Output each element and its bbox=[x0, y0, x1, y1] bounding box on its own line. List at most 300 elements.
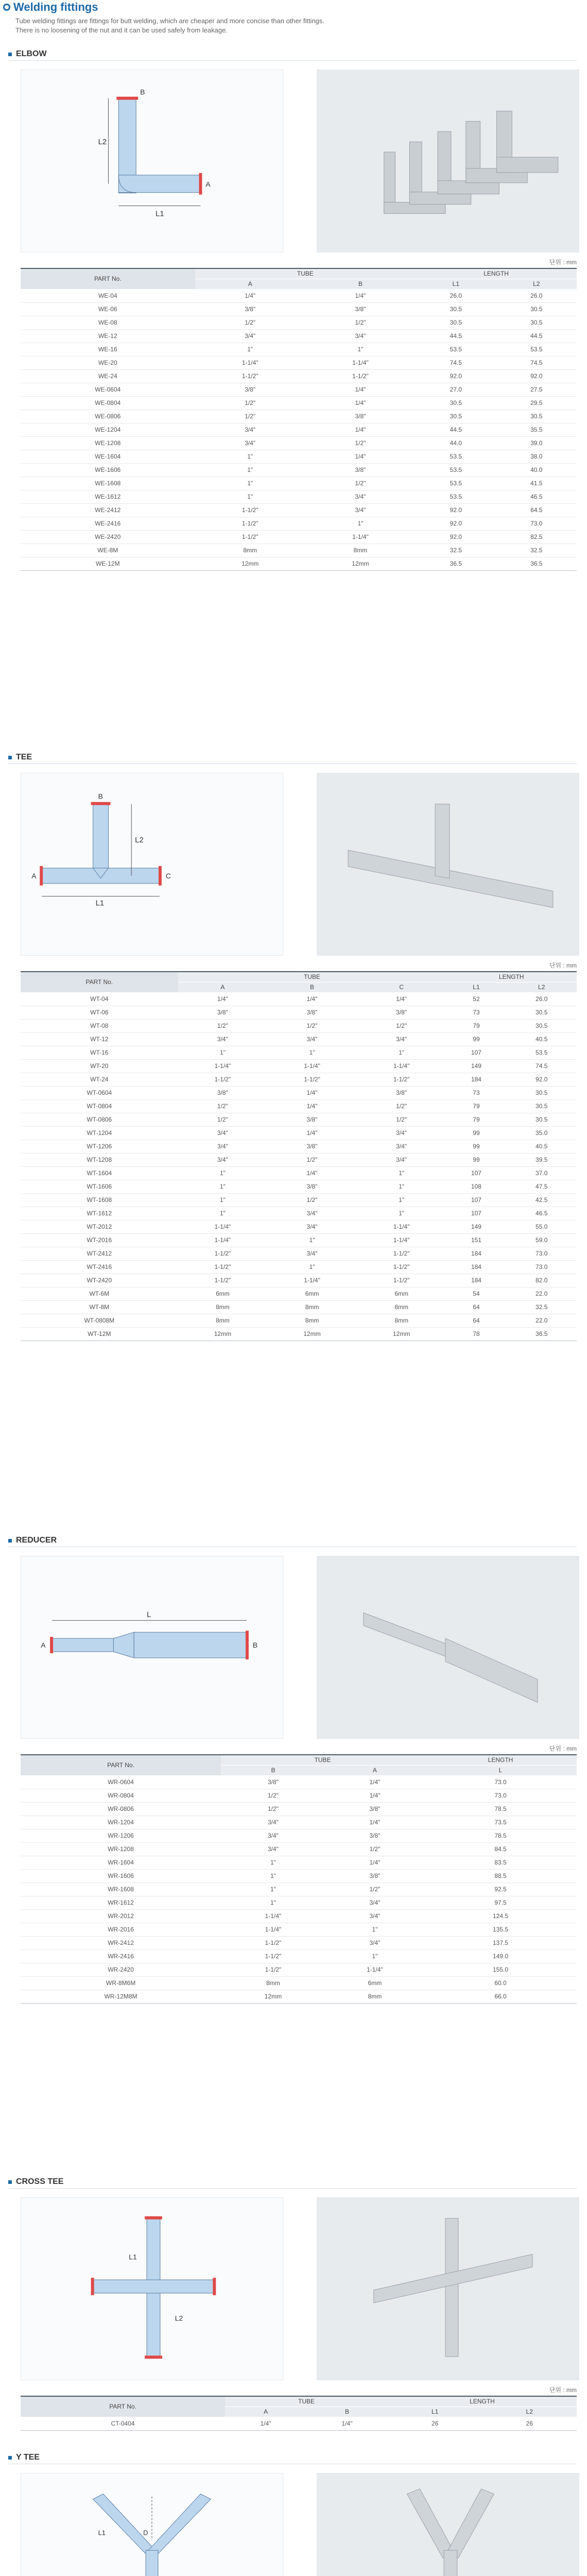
table-cell: 1" bbox=[267, 1233, 357, 1247]
table-row bbox=[21, 1802, 577, 1816]
table-cell: 1-1/2" bbox=[305, 369, 416, 383]
table-cell: 1-1/4" bbox=[305, 530, 416, 544]
table-cell: 1-1/4" bbox=[357, 1059, 446, 1073]
table-cell: 40.5 bbox=[506, 1032, 577, 1046]
table-row bbox=[21, 1896, 577, 1909]
table-row bbox=[21, 1775, 577, 1789]
table-cell: 32.5 bbox=[506, 1300, 577, 1314]
column-header: LENGTH bbox=[416, 268, 577, 279]
part-number-cell: WT-0804 bbox=[21, 1099, 178, 1113]
table-cell: 149 bbox=[446, 1059, 506, 1073]
table-cell: 1-1/2" bbox=[357, 1274, 446, 1287]
table-cell: 1" bbox=[221, 1856, 325, 1869]
table-cell: 30.5 bbox=[496, 316, 577, 329]
table-row bbox=[21, 1314, 577, 1327]
section-heading: Y TEE bbox=[8, 2452, 40, 2463]
table-cell: 79 bbox=[446, 1019, 506, 1032]
column-header: L1 bbox=[446, 982, 506, 992]
column-header: A bbox=[325, 1765, 424, 1775]
table-cell: 1/2" bbox=[325, 1842, 424, 1856]
table-row bbox=[21, 1963, 577, 1976]
table-cell: 3/4" bbox=[178, 1140, 268, 1153]
part-number-cell: WE-2412 bbox=[21, 503, 195, 517]
table-cell: 3/8" bbox=[305, 302, 416, 316]
table-row bbox=[21, 463, 577, 477]
table-cell: 1/2" bbox=[267, 1153, 357, 1166]
table-cell: 36.5 bbox=[496, 557, 577, 570]
table-cell: 44.0 bbox=[416, 436, 496, 450]
table-cell: 12mm bbox=[221, 1990, 325, 2003]
cross-tee-dimension-drawing bbox=[21, 2197, 283, 2380]
table-cell: 8mm bbox=[178, 1314, 268, 1327]
table-row bbox=[21, 1086, 577, 1099]
table-cell: 1-1/4" bbox=[357, 1220, 446, 1233]
column-header: PART No. bbox=[21, 268, 195, 289]
table-cell: 92.0 bbox=[416, 530, 496, 544]
table-row bbox=[21, 1073, 577, 1086]
table-cell: 184 bbox=[446, 1260, 506, 1274]
table-cell: 22.0 bbox=[506, 1314, 577, 1327]
table-cell: 1/2" bbox=[357, 1099, 446, 1113]
table-cell: 46.5 bbox=[506, 1207, 577, 1220]
table-cell: 1-1/2" bbox=[357, 1073, 446, 1086]
table-row bbox=[21, 557, 577, 570]
table-cell: 3/4" bbox=[195, 436, 305, 450]
table-cell: 1/4" bbox=[305, 289, 416, 302]
table-cell: 99 bbox=[446, 1140, 506, 1153]
table-cell: 99 bbox=[446, 1153, 506, 1166]
table-cell: 3/8" bbox=[325, 1802, 424, 1816]
table-cell: 78.5 bbox=[424, 1802, 577, 1816]
part-number-cell: WT-2416 bbox=[21, 1260, 178, 1274]
table-cell: 3/4" bbox=[325, 1936, 424, 1950]
table-cell: 1-1/2" bbox=[195, 517, 305, 530]
column-header: TUBE bbox=[195, 268, 416, 279]
part-number-cell: WT-08 bbox=[21, 1019, 178, 1032]
part-number-cell: WR-2416 bbox=[21, 1950, 221, 1963]
table-row bbox=[21, 1153, 577, 1166]
part-number-cell: WR-2412 bbox=[21, 1936, 221, 1950]
part-number-cell: WE-1608 bbox=[21, 477, 195, 490]
table-cell: 55.0 bbox=[506, 1220, 577, 1233]
table-cell: 1/2" bbox=[195, 396, 305, 410]
table-cell: 3/8" bbox=[357, 1086, 446, 1099]
square-bullet-icon bbox=[8, 53, 12, 56]
table-cell: 1/4" bbox=[267, 992, 357, 1006]
table-cell: 32.5 bbox=[416, 544, 496, 557]
part-number-cell: WT-1208 bbox=[21, 1153, 178, 1166]
table-row bbox=[21, 396, 577, 410]
table-cell: 3/4" bbox=[325, 1909, 424, 1923]
table-row bbox=[21, 302, 577, 316]
table-cell: 64.5 bbox=[496, 503, 577, 517]
table-row bbox=[21, 369, 577, 383]
table-row bbox=[21, 1856, 577, 1869]
table-cell: 1/4" bbox=[325, 1775, 424, 1789]
reducer-product-photo bbox=[317, 1556, 579, 1739]
part-number-cell: WR-1608 bbox=[21, 1883, 221, 1896]
table-cell: 73.0 bbox=[424, 1775, 577, 1789]
table-row bbox=[21, 490, 577, 503]
table-cell: 1/4" bbox=[267, 1099, 357, 1113]
table-cell: 8mm bbox=[178, 1300, 268, 1314]
part-number-cell: WE-1612 bbox=[21, 490, 195, 503]
table-cell: 1-1/2" bbox=[221, 1936, 325, 1950]
part-number-cell: WE-1604 bbox=[21, 450, 195, 463]
table-row bbox=[21, 477, 577, 490]
part-number-cell: WT-1608 bbox=[21, 1193, 178, 1207]
table-cell: 1/4" bbox=[305, 383, 416, 396]
table-cell: 12mm bbox=[195, 557, 305, 570]
y-tee-dimension-drawing bbox=[21, 2473, 283, 2576]
table-cell: 1-1/4" bbox=[178, 1059, 268, 1073]
table-cell: 1" bbox=[178, 1193, 268, 1207]
table-cell: 3/4" bbox=[178, 1032, 268, 1046]
table-cell: 97.5 bbox=[424, 1896, 577, 1909]
table-cell: 92.0 bbox=[506, 1073, 577, 1086]
column-header: B bbox=[305, 279, 416, 289]
table-cell: 3/4" bbox=[357, 1126, 446, 1140]
table-cell: 53.5 bbox=[416, 463, 496, 477]
column-header: PART No. bbox=[21, 972, 178, 992]
cross-tee-product-photo bbox=[317, 2197, 579, 2380]
table-cell: 92.0 bbox=[416, 503, 496, 517]
table-cell: 30.5 bbox=[506, 1019, 577, 1032]
table-cell: 1/4" bbox=[225, 2417, 306, 2430]
table-row bbox=[21, 289, 577, 302]
table-cell: 1" bbox=[267, 1046, 357, 1059]
table-cell: 3/4" bbox=[267, 1220, 357, 1233]
table-cell: 29.5 bbox=[496, 396, 577, 410]
table-cell: 1-1/4" bbox=[267, 1059, 357, 1073]
part-number-cell: WE-12 bbox=[21, 329, 195, 343]
elbow-dimension-drawing bbox=[21, 70, 283, 252]
part-number-cell: WE-1208 bbox=[21, 436, 195, 450]
table-cell: 73.0 bbox=[424, 1789, 577, 1802]
table-cell: 8mm bbox=[221, 1976, 325, 1990]
part-number-cell: WE-24 bbox=[21, 369, 195, 383]
table-cell: 38.0 bbox=[496, 450, 577, 463]
table-cell: 1/2" bbox=[178, 1113, 268, 1126]
table-cell: 107 bbox=[446, 1193, 506, 1207]
column-header: PART No. bbox=[21, 2396, 225, 2417]
part-number-cell: WT-1612 bbox=[21, 1207, 178, 1220]
table-cell: 1" bbox=[305, 517, 416, 530]
table-cell: 1/2" bbox=[221, 1802, 325, 1816]
table-row bbox=[21, 1287, 577, 1300]
part-number-cell: WT-0806 bbox=[21, 1113, 178, 1126]
table-cell: 107 bbox=[446, 1207, 506, 1220]
table-row bbox=[21, 517, 577, 530]
tee-dimension-drawing bbox=[21, 773, 283, 956]
table-cell: 8mm bbox=[325, 1990, 424, 2003]
elbow-product-photo bbox=[317, 70, 579, 252]
part-number-cell: WT-16 bbox=[21, 1046, 178, 1059]
table-cell: 6mm bbox=[267, 1287, 357, 1300]
table-cell: 40.5 bbox=[506, 1140, 577, 1153]
table-cell: 30.5 bbox=[496, 302, 577, 316]
table-cell: 53.5 bbox=[416, 450, 496, 463]
table-cell: 1/2" bbox=[325, 1883, 424, 1896]
column-header: L1 bbox=[388, 2406, 482, 2417]
table-cell: 73 bbox=[446, 1006, 506, 1019]
unit-label: 단위 : mm bbox=[549, 2386, 577, 2394]
part-number-cell: WT-6M bbox=[21, 1287, 178, 1300]
table-cell: 1-1/2" bbox=[178, 1247, 268, 1260]
table-cell: 1" bbox=[221, 1883, 325, 1896]
table-cell: 1" bbox=[267, 1260, 357, 1274]
table-cell: 1/4" bbox=[325, 1789, 424, 1802]
table-cell: 88.5 bbox=[424, 1869, 577, 1883]
table-cell: 8mm bbox=[195, 544, 305, 557]
table-cell: 3/8" bbox=[178, 1006, 268, 1019]
table-cell: 1-1/2" bbox=[195, 503, 305, 517]
table-cell: 73.5 bbox=[424, 1816, 577, 1829]
a-label: A bbox=[31, 871, 37, 880]
table-row bbox=[21, 1140, 577, 1153]
table-cell: 1-1/4" bbox=[325, 1963, 424, 1976]
table-cell: 53.5 bbox=[416, 477, 496, 490]
table-cell: 1-1/4" bbox=[178, 1233, 268, 1247]
table-cell: 1" bbox=[305, 343, 416, 356]
table-cell: 84.5 bbox=[424, 1842, 577, 1856]
table-cell: 26.0 bbox=[496, 289, 577, 302]
table-cell: 1/2" bbox=[178, 1019, 268, 1032]
table-cell: 3/8" bbox=[267, 1180, 357, 1193]
table-row bbox=[21, 1789, 577, 1802]
table-cell: 35.5 bbox=[496, 423, 577, 436]
table-cell: 1/2" bbox=[195, 410, 305, 423]
table-cell: 1-1/2" bbox=[178, 1274, 268, 1287]
part-number-cell: CT-0404 bbox=[21, 2417, 225, 2430]
l1-label: L1 bbox=[95, 899, 105, 908]
table-cell: 3/4" bbox=[305, 329, 416, 343]
l1-label: L1 bbox=[98, 2529, 106, 2537]
part-number-cell: WR-0604 bbox=[21, 1775, 221, 1789]
table-cell: 3/4" bbox=[267, 1247, 357, 1260]
table-cell: 1" bbox=[357, 1207, 446, 1220]
y-tee-product-photo bbox=[317, 2473, 579, 2576]
part-number-cell: WT-20 bbox=[21, 1059, 178, 1073]
table-cell: 36.5 bbox=[416, 557, 496, 570]
table-cell: 47.5 bbox=[506, 1180, 577, 1193]
table-cell: 53.5 bbox=[416, 343, 496, 356]
column-header: A bbox=[178, 982, 268, 992]
table-cell: 6mm bbox=[178, 1287, 268, 1300]
part-number-cell: WR-12M8M bbox=[21, 1990, 221, 2003]
table-cell: 3/8" bbox=[267, 1140, 357, 1153]
table-cell: 1/2" bbox=[305, 436, 416, 450]
table-cell: 42.5 bbox=[506, 1193, 577, 1207]
table-cell: 41.5 bbox=[496, 477, 577, 490]
table-row bbox=[21, 1006, 577, 1019]
table-cell: 3/8" bbox=[195, 302, 305, 316]
part-number-cell: WE-08 bbox=[21, 316, 195, 329]
part-number-cell: WT-12M bbox=[21, 1327, 178, 1341]
table-cell: 1/4" bbox=[195, 289, 305, 302]
table-cell: 74.5 bbox=[496, 356, 577, 369]
l1-label: L1 bbox=[155, 210, 164, 218]
table-cell: 1" bbox=[178, 1207, 268, 1220]
table-cell: 99 bbox=[446, 1032, 506, 1046]
table-cell: 3/8" bbox=[325, 1869, 424, 1883]
bullet-circle-icon bbox=[3, 4, 10, 11]
table-cell: 53.5 bbox=[496, 343, 577, 356]
table-row bbox=[21, 1300, 577, 1314]
part-number-cell: WT-2412 bbox=[21, 1247, 178, 1260]
table-cell: 1/2" bbox=[357, 1113, 446, 1126]
table-cell: 1/2" bbox=[221, 1789, 325, 1802]
table-cell: 6mm bbox=[357, 1287, 446, 1300]
intro-text-1: Tube welding fittings are fittings for butt welding, which are cheaper and more concise than other fittings. bbox=[15, 17, 325, 25]
page-header bbox=[0, 0, 587, 39]
table-cell: 3/8" bbox=[305, 410, 416, 423]
section-heading: TEE bbox=[8, 752, 32, 762]
table-cell: 107 bbox=[446, 1046, 506, 1059]
table-cell: 32.5 bbox=[496, 544, 577, 557]
column-header: C bbox=[357, 982, 446, 992]
table-row bbox=[21, 1126, 577, 1140]
column-header: LENGTH bbox=[388, 2396, 577, 2406]
table-cell: 44.5 bbox=[416, 423, 496, 436]
table-cell: 12mm bbox=[357, 1327, 446, 1341]
part-number-cell: WT-8M bbox=[21, 1300, 178, 1314]
table-cell: 155.0 bbox=[424, 1963, 577, 1976]
table-cell: 8mm bbox=[267, 1314, 357, 1327]
table-cell: 1/2" bbox=[357, 1019, 446, 1032]
column-header: LENGTH bbox=[424, 1755, 577, 1765]
table-cell: 3/8" bbox=[357, 1006, 446, 1019]
table-cell: 1-1/4" bbox=[221, 1923, 325, 1936]
table-row bbox=[21, 316, 577, 329]
table-cell: 82.0 bbox=[506, 1274, 577, 1287]
table-cell: 44.5 bbox=[496, 329, 577, 343]
table-row bbox=[21, 436, 577, 450]
table-cell: 74.5 bbox=[506, 1059, 577, 1073]
part-number-cell: WR-2420 bbox=[21, 1963, 221, 1976]
table-cell: 1/4" bbox=[267, 1166, 357, 1180]
part-number-cell: WT-0604 bbox=[21, 1086, 178, 1099]
table-cell: 59.0 bbox=[506, 1233, 577, 1247]
table-cell: 44.5 bbox=[416, 329, 496, 343]
l1-label: L1 bbox=[129, 2252, 137, 2261]
table-cell: 6mm bbox=[325, 1976, 424, 1990]
column-header: L2 bbox=[496, 279, 577, 289]
table-cell: 35.0 bbox=[506, 1126, 577, 1140]
table-cell: 1-1/4" bbox=[221, 1909, 325, 1923]
table-cell: 53.5 bbox=[506, 1046, 577, 1059]
table-cell: 26.0 bbox=[506, 992, 577, 1006]
table-cell: 30.5 bbox=[416, 316, 496, 329]
unit-label: 단위 : mm bbox=[549, 1745, 577, 1752]
table-row bbox=[21, 1842, 577, 1856]
table-cell: 3/8" bbox=[325, 1829, 424, 1842]
table-cell: 66.0 bbox=[424, 1990, 577, 2003]
table-cell: 108 bbox=[446, 1180, 506, 1193]
table-cell: 1/2" bbox=[267, 1193, 357, 1207]
table-cell: 8mm bbox=[357, 1300, 446, 1314]
table-cell: 82.5 bbox=[496, 530, 577, 544]
part-number-cell: WT-1206 bbox=[21, 1140, 178, 1153]
table-cell: 26 bbox=[388, 2417, 482, 2430]
table-row bbox=[21, 1207, 577, 1220]
table-row bbox=[21, 1220, 577, 1233]
table-cell: 1/4" bbox=[267, 1086, 357, 1099]
table-cell: 3/8" bbox=[178, 1086, 268, 1099]
part-number-cell: WT-0808M bbox=[21, 1314, 178, 1327]
table-cell: 64 bbox=[446, 1314, 506, 1327]
table-cell: 1" bbox=[325, 1950, 424, 1963]
table-row bbox=[21, 1046, 577, 1059]
section-heading: REDUCER bbox=[8, 1535, 57, 1546]
table-cell: 1/4" bbox=[306, 2417, 388, 2430]
table-row bbox=[21, 1099, 577, 1113]
table-cell: 3/4" bbox=[357, 1140, 446, 1153]
table-cell: 1/4" bbox=[267, 1126, 357, 1140]
table-cell: 92.0 bbox=[496, 369, 577, 383]
part-number-cell: WE-04 bbox=[21, 289, 195, 302]
table-cell: 12mm bbox=[267, 1327, 357, 1341]
table-cell: 1/4" bbox=[325, 1816, 424, 1829]
table-row bbox=[21, 423, 577, 436]
table-cell: 1" bbox=[357, 1180, 446, 1193]
table-cell: 1/2" bbox=[267, 1019, 357, 1032]
table-row bbox=[21, 1976, 577, 1990]
table-cell: 8mm bbox=[357, 1314, 446, 1327]
part-number-cell: WR-1204 bbox=[21, 1816, 221, 1829]
column-header: A bbox=[225, 2406, 306, 2417]
table-cell: 1" bbox=[178, 1166, 268, 1180]
tee-table bbox=[21, 971, 577, 1341]
part-number-cell: WE-2420 bbox=[21, 530, 195, 544]
table-cell: 30.5 bbox=[496, 410, 577, 423]
d-label: D bbox=[143, 2529, 148, 2537]
table-cell: 74.5 bbox=[416, 356, 496, 369]
table-cell: 1/2" bbox=[305, 477, 416, 490]
part-number-cell: WR-0806 bbox=[21, 1802, 221, 1816]
table-cell: 30.5 bbox=[506, 1086, 577, 1099]
table-cell: 1" bbox=[357, 1046, 446, 1059]
table-cell: 1-1/2" bbox=[267, 1073, 357, 1086]
page-title: Welding fittings bbox=[3, 0, 98, 14]
table-row bbox=[21, 1166, 577, 1180]
table-cell: 135.5 bbox=[424, 1923, 577, 1936]
table-row bbox=[21, 1936, 577, 1950]
part-number-cell: WT-2012 bbox=[21, 1220, 178, 1233]
table-cell: 3/4" bbox=[267, 1032, 357, 1046]
table-cell: 73.0 bbox=[496, 517, 577, 530]
table-row bbox=[21, 450, 577, 463]
a-label: A bbox=[205, 180, 211, 189]
table-cell: 1-1/2" bbox=[178, 1073, 268, 1086]
intro-text-2: There is no loosening of the nut and it can be used safely from leakage. bbox=[15, 26, 228, 34]
table-row bbox=[21, 2417, 577, 2430]
part-number-cell: WE-1204 bbox=[21, 423, 195, 436]
part-number-cell: WE-16 bbox=[21, 343, 195, 356]
table-cell: 3/4" bbox=[221, 1842, 325, 1856]
square-bullet-icon bbox=[8, 2456, 12, 2460]
reducer-table bbox=[21, 1754, 577, 2004]
table-cell: 3/4" bbox=[305, 490, 416, 503]
table-cell: 1/4" bbox=[305, 396, 416, 410]
table-cell: 30.5 bbox=[506, 1006, 577, 1019]
table-cell: 1-1/2" bbox=[195, 530, 305, 544]
table-cell: 3/4" bbox=[221, 1829, 325, 1842]
table-cell: 1-1/2" bbox=[221, 1950, 325, 1963]
table-cell: 124.5 bbox=[424, 1909, 577, 1923]
table-row bbox=[21, 356, 577, 369]
table-cell: 3/8" bbox=[195, 383, 305, 396]
